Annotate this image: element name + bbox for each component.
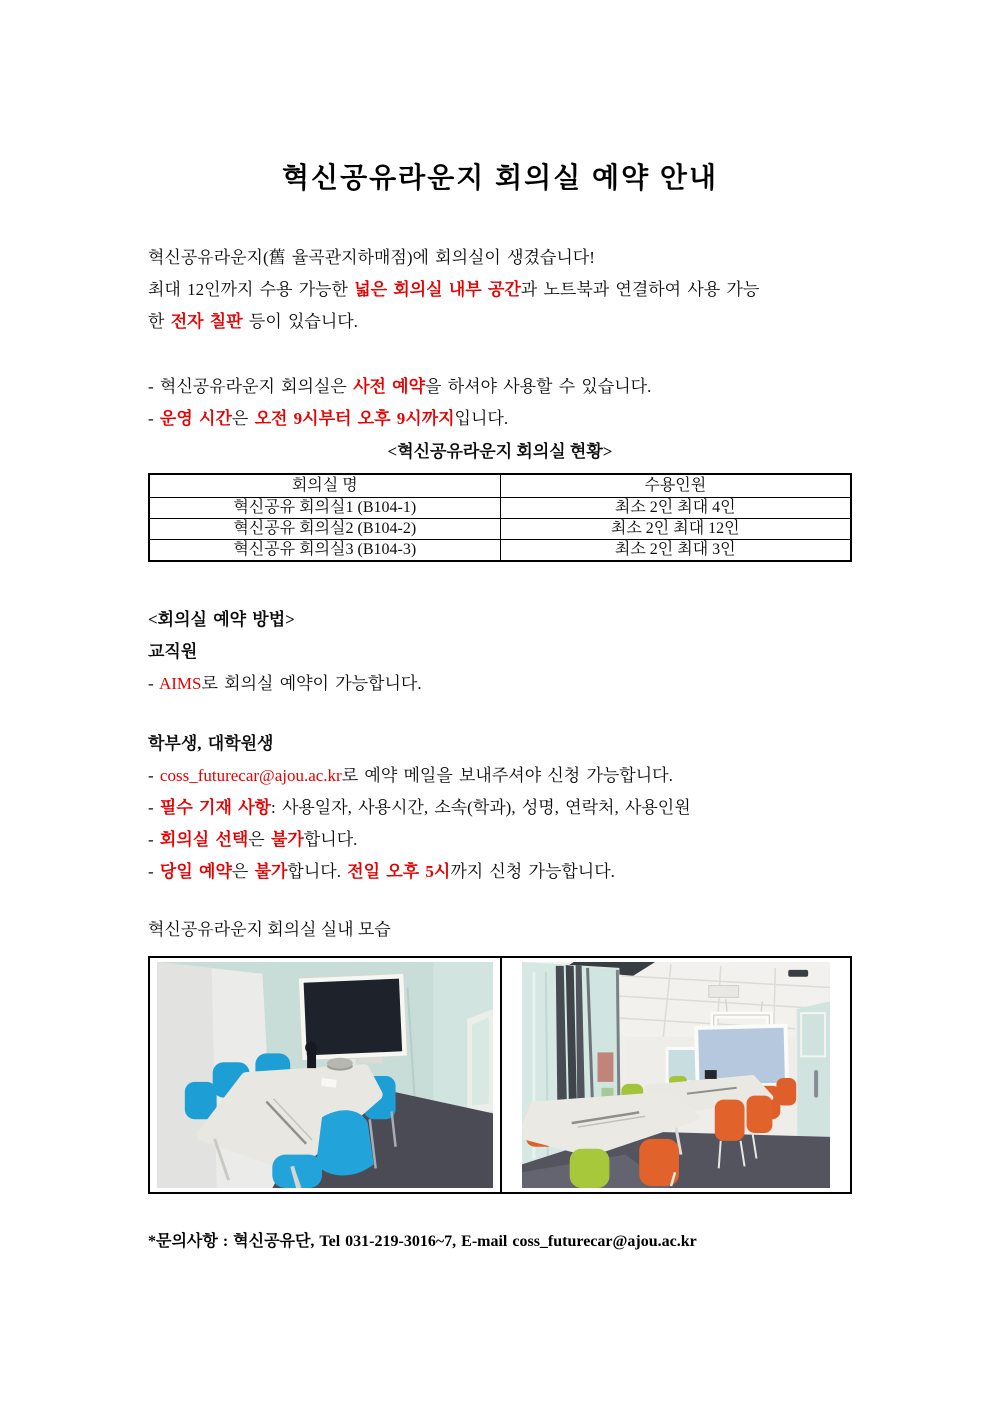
note-1-text-2: 을 하셔야 사용할 수 있습니다. <box>425 377 652 396</box>
intro-line-1 <box>148 242 852 274</box>
capacity-cell: 최소 2인 최대 12인 <box>500 519 851 540</box>
note-2-highlight: 운영 시간 <box>159 409 232 428</box>
student-bullet-4-text: - <box>148 862 160 881</box>
student-bullet-2-text: - <box>148 798 160 817</box>
note-2-text-2: 은 <box>231 409 255 428</box>
contact-footer: *문의사항 : 혁신공유단, Tel 031-219-3016~7, E-mail coss_futurecar@ajou.ac.kr <box>148 1233 697 1250</box>
table-header-row <box>149 474 851 498</box>
intro-line-3-highlight: 전자 칠판 <box>170 312 243 331</box>
room-name-cell: 혁신공유 회의실3 (B104-3) <box>149 540 500 562</box>
meeting-room-photo-small <box>157 962 493 1188</box>
student-bullet-4-highlight: 당일 예약 <box>159 862 232 881</box>
meeting-room-photo-large <box>522 962 830 1188</box>
student-bullet-2-highlight: 필수 기재 사항 <box>159 798 271 817</box>
howto-heading: <회의실 예약 방법> <box>148 610 295 629</box>
reservation-email: coss_futurecar@ajou.ac.kr <box>159 766 342 785</box>
photo-frame-table <box>148 956 852 1194</box>
room-name-cell: 혁신공유 회의실1 (B104-1) <box>149 498 500 519</box>
staff-bullet-text-2: 로 회의실 예약이 가능합니다. <box>201 674 422 693</box>
table-row <box>149 498 851 519</box>
intro-line-2 <box>148 274 852 306</box>
student-bullet-3-highlight-2: 불가 <box>270 830 304 849</box>
student-bullet-3-text: - <box>148 830 160 849</box>
student-bullet-2-text-2: : 사용일자, 사용시간, 소속(학과), 성명, 연락처, 사용인원 <box>270 798 691 817</box>
intro-line-2-text-2: 과 노트북과 연결하여 사용 가능 <box>520 280 760 299</box>
capacity-cell: 최소 2인 최대 3인 <box>500 540 851 562</box>
room-status-table <box>148 473 852 562</box>
table-row <box>149 540 851 562</box>
student-bullet-1-text: - <box>148 766 160 785</box>
staff-heading: 교직원 <box>148 642 198 661</box>
usage-notes <box>148 371 852 435</box>
note-line-1 <box>148 371 852 403</box>
intro-line-2-highlight: 넓은 회의실 내부 공간 <box>354 280 521 299</box>
student-bullet-3-text-3: 합니다. <box>303 830 358 849</box>
intro-paragraph <box>148 242 852 338</box>
student-bullet-3-text-2: 은 <box>248 830 271 849</box>
student-bullet-2 <box>148 792 852 824</box>
column-header-capacity: 수용인원 <box>500 474 851 498</box>
note-line-2 <box>148 403 852 435</box>
intro-line-3-text: 한 <box>148 312 171 331</box>
student-bullet-4 <box>148 856 852 888</box>
student-bullet-4-text-3: 합니다. <box>287 862 348 881</box>
student-bullet-4-highlight-2: 불가 <box>254 862 288 881</box>
student-heading: 학부생, 대학원생 <box>148 734 274 753</box>
intro-line-3-text-2: 등이 있습니다. <box>242 312 358 331</box>
note-1-text: - 혁신공유라운지 회의실은 <box>148 377 354 396</box>
column-header-room-name: 회의실 명 <box>149 474 500 498</box>
intro-line-3 <box>148 306 852 338</box>
student-bullet-4-highlight-3: 전일 오후 5시 <box>347 862 451 881</box>
capacity-cell: 최소 2인 최대 4인 <box>500 498 851 519</box>
note-2-text-3: 입니다. <box>454 409 509 428</box>
staff-bullet <box>148 668 852 700</box>
student-subsection <box>148 728 852 888</box>
student-bullet-4-text-4: 까지 신청 가능합니다. <box>450 862 615 881</box>
student-bullet-1-text-2: 로 예약 메일을 보내주셔야 신청 가능합니다. <box>341 766 673 785</box>
intro-line-2-text: 최대 12인까지 수용 가능한 <box>148 280 355 299</box>
room-name-cell: 혁신공유 회의실2 (B104-2) <box>149 519 500 540</box>
howto-section <box>148 604 852 888</box>
staff-bullet-text: - <box>148 674 159 693</box>
note-2-text: - <box>148 409 160 428</box>
intro-line-1-text: 혁신공유라운지(舊 율곡관지하매점)에 회의실이 생겼습니다! <box>148 248 595 267</box>
photo-cell-left <box>150 958 500 1192</box>
room-table-caption: <혁신공유라운지 회의실 현황> <box>387 442 613 461</box>
note-2-highlight-2: 오전 9시부터 오후 9시까지 <box>254 409 455 428</box>
table-row <box>149 519 851 540</box>
note-1-highlight: 사전 예약 <box>353 377 426 396</box>
page-title: 혁신공유라운지 회의실 예약 안내 <box>281 162 718 193</box>
aims-label: AIMS <box>158 674 202 693</box>
student-bullet-3-highlight: 회의실 선택 <box>159 830 249 849</box>
photo-cell-right <box>500 958 850 1192</box>
gallery-caption: 혁신공유라운지 회의실 실내 모습 <box>148 920 391 939</box>
student-bullet-3 <box>148 824 852 856</box>
student-bullet-1 <box>148 760 852 792</box>
student-bullet-4-text-2: 은 <box>231 862 255 881</box>
